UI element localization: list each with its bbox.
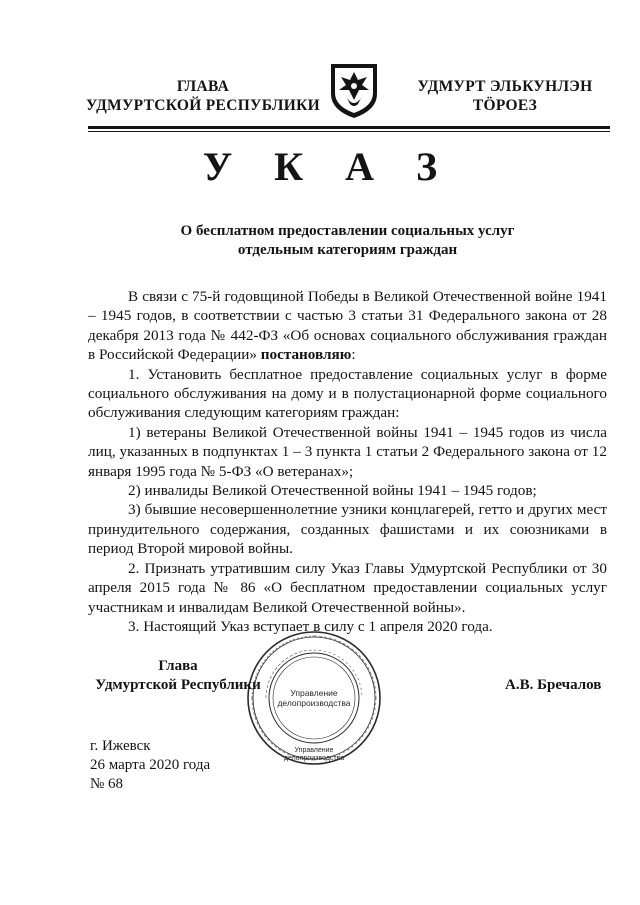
signature-title-line2: Удмуртской Республики [95, 677, 261, 693]
header-left-line1: ГЛАВА [176, 78, 230, 95]
document-body [88, 287, 607, 636]
subject-line1: О бесплатном предоставлении социальных услуг [180, 223, 515, 239]
coat-of-arms-icon [325, 60, 383, 120]
item-3: 3. Настоящий Указ вступает в силу с 1 апреля 2020 года. [128, 617, 493, 635]
subitem-2: 2) инвалиды Великой Отечественной войны 1941 – 1945 годов; [128, 482, 537, 500]
header-left [78, 77, 328, 115]
header-left-line2: УДМУРТСКОЙ РЕСПУБЛИКИ [85, 97, 320, 114]
header-right-line1: УДМУРТ ЭЛЬКУНЛЭН [417, 78, 593, 95]
decree-word: постановляю [260, 346, 352, 364]
footer-city: г. Ижевск [90, 738, 151, 754]
seal-bottom-line2: делопроизводства [283, 755, 345, 762]
seal-bottom-line1: Управление [294, 747, 334, 754]
document-footer [90, 737, 210, 794]
intro-end: : [351, 346, 356, 364]
footer-date: 26 марта 2020 года [90, 757, 211, 773]
subitem-1: 1) ветераны Великой Отечественной войны 1941 – 1945 годов из числа лиц, указанных в подпунктах 1 – 3 пункта 1 статьи 2 Федерального закона от 12 января 1995 года № 5-ФЗ «О ветеранах»; [88, 423, 607, 480]
header-right-line2: ТӦРОЕЗ [472, 97, 538, 114]
signature-title [90, 657, 266, 695]
document-subject [150, 222, 545, 260]
item-2: 2. Признать утратившим силу Указ Главы Удмуртской Республики от 30 апреля 2015 года № 86 «О бесплатном предоставлении социальных услуг участникам и инвалидам Великой Отечественной войны». [88, 559, 607, 616]
footer-number: № 68 [90, 776, 124, 792]
document-title: У К А З [202, 144, 454, 189]
header-right [400, 77, 610, 115]
header-rule-thick [88, 126, 610, 129]
subject-line2: отдельным категориям граждан [237, 242, 458, 258]
signature-title-line1: Глава [158, 658, 198, 674]
official-seal [244, 628, 384, 768]
seal-inner-line2: делопроизводства [277, 698, 351, 708]
subitem-3: 3) бывшие несовершеннолетние узники концлагерей, гетто и других мест принудительного содержания, созданных фашистами и их союзниками в период Второй мировой войны. [88, 501, 607, 558]
seal-inner-line1: Управление [290, 688, 338, 698]
signature-name: А.В. Бречалов [505, 677, 602, 693]
header-rule-thin [88, 131, 610, 132]
intro-paragraph [88, 287, 607, 365]
intro-text: В связи с 75-й годовщиной Победы в Великой Отечественной войне 1941 – 1945 годов, в соответствии с частью 3 статьи 31 Федерального закона от 28 декабря 2013 года № 442-ФЗ «Об основах социального обслуживания граждан в Российской Федерации» [88, 288, 607, 364]
item-1: 1. Установить бесплатное предоставление социальных услуг в форме социального обслуживания на дому и в полустационарной форме социального обслуживания следующим категориям граждан: [88, 365, 607, 422]
